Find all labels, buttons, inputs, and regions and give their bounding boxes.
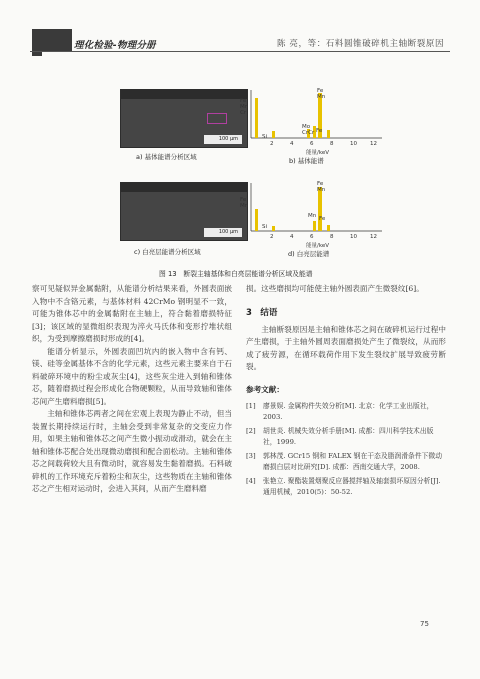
peak-label: Fe: [319, 216, 326, 222]
paragraph: 主轴和锥体芯两者之间在宏观上表现为静止不动，但当装置长期持续运行时，主轴会受到非常复杂的交变应力作用，如果主轴和锥体芯之间产生微小振动或滑动，就会在主轴和锥体芯配合处出现微动磨损和配合面松动。主轴和锥体芯之间载荷较大且有微动时，就容易发生黏着磨损。石料破碎机的工作环境充斥着粉尘和灰尘，这些物质在主轴和锥体芯之产生相对运动时，会进入其间，从而产生磨料磨: [32, 409, 232, 493]
paragraph: 能谱分析显示，外圆表面凹坑内的嵌入物中含有钙、镁、硅等金属基体不含的化学元素，这些元素主要来自于石料破碎环境中的粉尘或灰尘[4]，这些灰尘进入到轴和锥体芯，随着磨损过程会形成化合物硬颗粒，从而导致轴和锥体芯间产生磨料磨损[5]。: [32, 346, 232, 406]
paragraph: 察可见疑似异金属黏附，从能谱分析结果来看，外圆表面嵌入物中不含铬元素，与基体材料 42CrMo 钢明显不一致，可能为锥体芯中的金属黏附在主轴上，符合黏着磨损特征[3]；该区域的显微组织表现为淬火马氏体和变形拧堆状组织，为受到摩擦磨损时形成的[4]。: [32, 284, 232, 343]
reference-text: 张艳立. 聚酯装置烟聚反应器搅拌轴及轴套损坏原因分析[J]. 通用机械，2010(5)：50-52.: [263, 476, 441, 496]
section-title: 3 结语: [246, 307, 278, 318]
x-tick: 10: [350, 234, 357, 240]
x-axis-unit: 能量/keV: [306, 150, 329, 156]
references-heading: 参考文献：: [246, 384, 284, 394]
panel-b-caption: b) 基体能谱: [289, 157, 324, 165]
panel-d-caption: d) 白亮层能谱: [288, 250, 330, 258]
page-number: 75: [420, 620, 429, 628]
x-axis-unit: 能量/keV: [306, 243, 329, 249]
micrograph-dark-band: [121, 90, 247, 99]
x-tick: 6: [310, 234, 314, 240]
peak-label: Fe Mn: [317, 88, 326, 100]
running-title: 陈 亮，等：石料圆锥破碎机主轴断裂原因: [277, 39, 445, 49]
reference-number: [3]: [246, 451, 256, 460]
micrograph-dark-band: [121, 183, 247, 192]
panel-c-caption: c) 白亮层能谱分析区域: [134, 248, 201, 256]
reference-item: [246, 451, 446, 474]
peak-label: Fe Mn Cr: [240, 98, 249, 116]
reference-number: [1]: [246, 401, 256, 410]
x-tick: 8: [330, 141, 334, 147]
x-tick: 4: [290, 141, 294, 147]
conclusion-paragraph: 主轴断裂原因是主轴和锥体芯之间在破碎机运行过程中产生磨损，于主轴外圆周表面磨损处产生了微裂纹，从而形成了疲劳源，在循环载荷作用下发生裂纹扩展导致疲劳断裂。: [246, 324, 446, 371]
peak-label: Si: [262, 134, 268, 140]
x-tick: 4: [290, 234, 294, 240]
reference-number: [2]: [246, 426, 256, 435]
figure-caption: 图 13 断裂主轴基体和白亮层能谱分析区域及能谱: [159, 270, 313, 278]
panel-a-caption: a) 基体能谱分析区域: [136, 153, 197, 161]
peak-label: Fe: [316, 128, 323, 134]
micrograph-matrix: [120, 89, 248, 148]
scale-label: 100 μm: [218, 136, 238, 142]
reference-item: [246, 476, 446, 499]
x-tick: 2: [270, 141, 274, 147]
right-column: [246, 283, 446, 501]
paragraph: 损。这些磨损均可能使主轴外圆表面产生微裂纹[6]。: [246, 284, 424, 293]
journal-name: 理化检验-物理分册: [74, 40, 156, 51]
eds-spectrum-matrix: [239, 88, 385, 148]
x-tick: 12: [370, 141, 377, 147]
reference-text: 郭林茂. GCr15 钢和 FALEX 钢在干态及脂润滑条件下微动磨损白层对比研究[D]. 成都：西南交通大学，2008.: [263, 451, 443, 471]
x-tick: 2: [270, 234, 274, 240]
scale-label: 100 μm: [218, 229, 238, 235]
eds-spectrum-white-layer: [239, 181, 385, 241]
reference-number: [4]: [246, 476, 256, 485]
reference-list: [246, 401, 446, 499]
peak-label: Mn: [308, 213, 317, 219]
peak-label: Fe Mn: [317, 181, 326, 193]
x-tick: 6: [310, 141, 314, 147]
x-tick: 8: [330, 234, 334, 240]
peak-label: Si: [262, 224, 268, 230]
x-tick: 10: [350, 141, 357, 147]
analysis-region-box: [207, 113, 227, 124]
reference-item: [246, 426, 446, 449]
micrograph-white-layer: [120, 182, 248, 241]
left-column: [32, 283, 232, 496]
reference-text: 胡世炎. 机械失效分析手册[M]. 成都：四川科学技术出版社，1999.: [263, 426, 434, 446]
header-rule: [30, 51, 450, 52]
peak-label: Mo CrCr: [302, 124, 315, 136]
reference-text: 廖景娱. 金属构件失效分析[M]. 北京：化学工业出版社，2003.: [263, 401, 434, 421]
x-tick: 12: [370, 234, 377, 240]
reference-item: [246, 401, 446, 424]
peak-label: Fe Mn: [240, 197, 249, 209]
